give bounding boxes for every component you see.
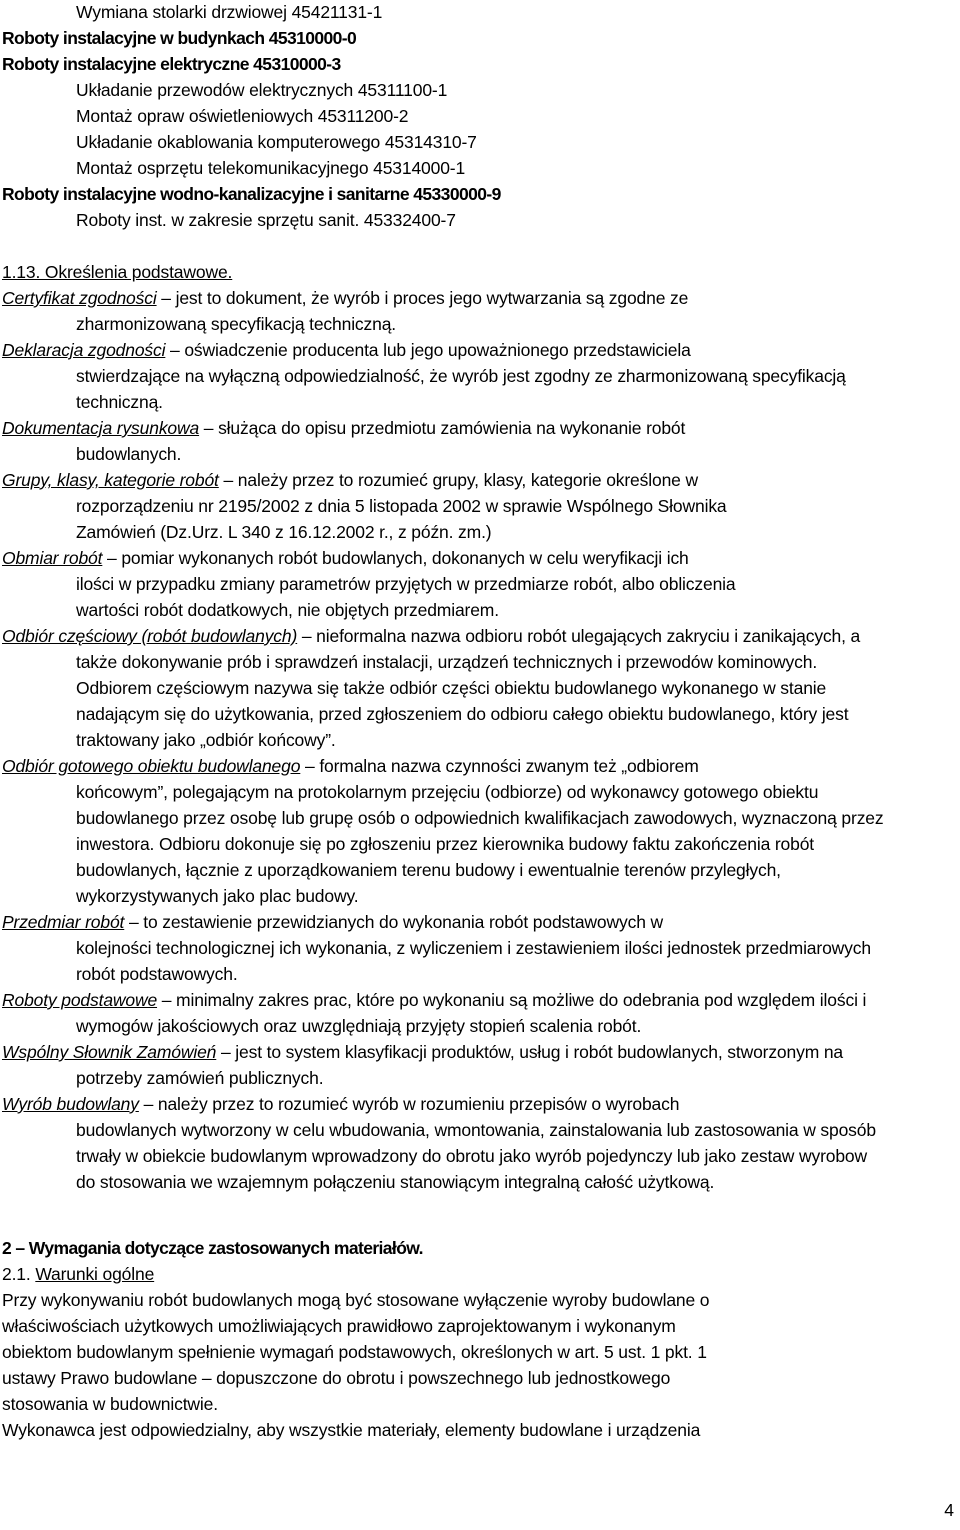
- cpv-line: Montaż opraw oświetleniowych 45311200-2: [76, 106, 409, 126]
- definition-line: [2, 285, 688, 311]
- subsection-heading: [2, 1261, 154, 1287]
- definition-term: Odbiór częściowy (robót budowlanych): [2, 626, 298, 646]
- cpv-line: Montaż osprzętu telekomunikacyjnego 45314000-1: [76, 158, 466, 178]
- definition-text: – jest to system klasyfikacji produktów, usług i robót budowlanych, stworzonym na: [216, 1042, 844, 1062]
- definition-line: budowlanego przez osobę lub grupę osób o odpowiednich kwalifikacjach zawodowych, wyznaczoną przez: [76, 808, 884, 828]
- cpv-line: Układanie przewodów elektrycznych 45311100-1: [76, 80, 448, 100]
- cpv-line: Układanie okablowania komputerowego 45314310-7: [76, 132, 477, 152]
- definition-line: ilości w przypadku zmiany parametrów przyjętych w przedmiarze robót, albo obliczenia: [76, 574, 736, 594]
- definition-line: wartości robót dodatkowych, nie objętych przedmiarem.: [76, 600, 499, 620]
- paragraph-line: obiektom budowlanym spełnienie wymagań podstawowych, określonych w art. 5 ust. 1 pkt. 1: [2, 1342, 707, 1362]
- definition-line: Zamówień (Dz.Urz. L 340 z 16.12.2002 r., z późn. zm.): [76, 522, 492, 542]
- cpv-line: Roboty instalacyjne elektryczne 45310000-3: [2, 54, 341, 74]
- definition-line: rozporządzeniu nr 2195/2002 z dnia 5 listopada 2002 w sprawie Wspólnego Słownika: [76, 496, 727, 516]
- subsection-number: 2.1.: [2, 1264, 31, 1284]
- paragraph-line: stosowania w budownictwie.: [2, 1394, 218, 1414]
- definition-text: – służąca do opisu przedmiotu zamówienia na wykonanie robót: [199, 418, 686, 438]
- definition-term: Odbiór gotowego obiektu budowlanego: [2, 756, 301, 776]
- paragraph-line: Przy wykonywaniu robót budowlanych mogą być stosowane wyłączenie wyroby budowlane o: [2, 1290, 710, 1310]
- definition-term: Deklaracja zgodności: [2, 340, 166, 360]
- subsection-title: Warunki ogólne: [35, 1264, 155, 1284]
- definition-line: stwierdzające na wyłączną odpowiedzialność, że wyrób jest zgodny ze zharmonizowaną specyfikacją: [76, 366, 846, 386]
- definition-line: [2, 545, 689, 571]
- definition-line: trwały w obiekcie budowlanym wprowadzony do obrotu jako wyrób pojedynczy lub jako zestaw wyrobow: [76, 1146, 867, 1166]
- definition-line: inwestora. Odbioru dokonuje się po zgłoszeniu przez kierownika budowy faktu zakończenia robót: [76, 834, 815, 854]
- definition-line: budowlanych wytworzony w celu wbudowania, wmontowania, zainstalowania lub zastosowania w sposób: [76, 1120, 876, 1140]
- definition-line: wykorzystywanych jako plac budowy.: [76, 886, 359, 906]
- cpv-line: Roboty inst. w zakresie sprzętu sanit. 45332400-7: [76, 210, 456, 230]
- definition-text: – oświadczenie producenta lub jego upoważnionego przedstawiciela: [165, 340, 691, 360]
- definition-text: – minimalny zakres prac, które po wykonaniu są możliwe do odebrania pod względem ilości i: [157, 990, 867, 1010]
- definition-line: budowlanych, łącznie z uporządkowaniem terenu budowy i ewentualnie terenów przyległych,: [76, 860, 781, 880]
- definition-line: potrzeby zamówień publicznych.: [76, 1068, 324, 1088]
- definition-line: [2, 415, 685, 441]
- definition-text: – jest to dokument, że wyrób i proces jego wytwarzania są zgodne ze: [156, 288, 689, 308]
- definition-term: Roboty podstawowe: [2, 990, 158, 1010]
- definition-text: – nieformalna nazwa odbioru robót ulegających zakryciu i zanikających, a: [297, 626, 861, 646]
- cpv-line: Roboty instalacyjne w budynkach 45310000-0: [2, 28, 357, 48]
- definition-line: końcowym”, polegającym na protokolarnym przejęciu (odbiorze) od wykonawcy gotowego obiektu: [76, 782, 819, 802]
- definition-term: Grupy, klasy, kategorie robót: [2, 470, 219, 490]
- definition-line: budowlanych.: [76, 444, 182, 464]
- definition-line: techniczną.: [76, 392, 163, 412]
- definition-line: [2, 909, 663, 935]
- definition-line: [2, 337, 691, 363]
- page-number: 4: [944, 1500, 954, 1520]
- paragraph-line: Wykonawca jest odpowiedzialny, aby wszystkie materiały, elementy budowlane i urządzenia: [2, 1420, 701, 1440]
- definition-line: nadającym się do użytkowania, przed zgłoszeniem do odbioru całego obiektu budowlanego, który jest: [76, 704, 849, 724]
- definition-term: Przedmiar robót: [2, 912, 125, 932]
- definition-line: [2, 467, 698, 493]
- definition-text: – to zestawienie przewidzianych do wykonania robót podstawowych w: [124, 912, 663, 932]
- section-heading: 2 – Wymagania dotyczące zastosowanych materiałów.: [2, 1238, 423, 1258]
- definition-term: Obmiar robót: [2, 548, 103, 568]
- definition-line: także dokonywanie prób i sprawdzeń instalacji, urządzeń technicznych i przewodów kominowych.: [76, 652, 818, 672]
- definition-text: – należy przez to rozumieć wyrób w rozumieniu przepisów o wyrobach: [138, 1094, 680, 1114]
- definition-line: robót podstawowych.: [76, 964, 238, 984]
- definition-line: [2, 1039, 843, 1065]
- definition-term: Wspólny Słownik Zamówień: [2, 1042, 217, 1062]
- definition-text: – pomiar wykonanych robót budowlanych, dokonanych w celu weryfikacji ich: [102, 548, 689, 568]
- definition-line: Odbiorem częściowym nazywa się także odbiór części obiektu budowlanego wykonanego w stanie: [76, 678, 827, 698]
- definition-line: [2, 987, 866, 1013]
- definition-line: zharmonizowaną specyfikacją techniczną.: [76, 314, 397, 334]
- definition-text: – formalna nazwa czynności zwanym też „odbiorem: [300, 756, 699, 776]
- definition-line: traktowany jako „odbiór końcowy”.: [76, 730, 336, 750]
- definition-line: [2, 623, 860, 649]
- paragraph-line: ustawy Prawo budowlane – dopuszczone do obrotu i powszechnego lub jednostkowego: [2, 1368, 671, 1388]
- cpv-line: Roboty instalacyjne wodno-kanalizacyjne i sanitarne 45330000-9: [2, 184, 501, 204]
- definition-line: wymogów jakościowych oraz uwzględniają przyjęty stopień scalenia robót.: [76, 1016, 642, 1036]
- definition-term: Certyfikat zgodności: [2, 288, 157, 308]
- definition-line: kolejności technologicznej ich wykonania, z wyliczeniem i zestawieniem ilości jednostek przedmiarowych: [76, 938, 871, 958]
- cpv-line: Wymiana stolarki drzwiowej 45421131-1: [76, 2, 383, 22]
- paragraph-line: właściwościach użytkowych umożliwiających prawidłowo zaprojektowanym i wykonanym: [2, 1316, 676, 1336]
- definition-line: [2, 1091, 679, 1117]
- definition-line: [2, 753, 699, 779]
- definition-line: do stosowania we wzajemnym połączeniu stanowiącym integralną całość użytkową.: [76, 1172, 715, 1192]
- definition-term: Dokumentacja rysunkowa: [2, 418, 200, 438]
- definition-text: – należy przez to rozumieć grupy, klasy, kategorie określone w: [218, 470, 698, 490]
- definition-term: Wyrób budowlany: [2, 1094, 139, 1114]
- section-heading: 1.13. Określenia podstawowe.: [2, 262, 233, 282]
